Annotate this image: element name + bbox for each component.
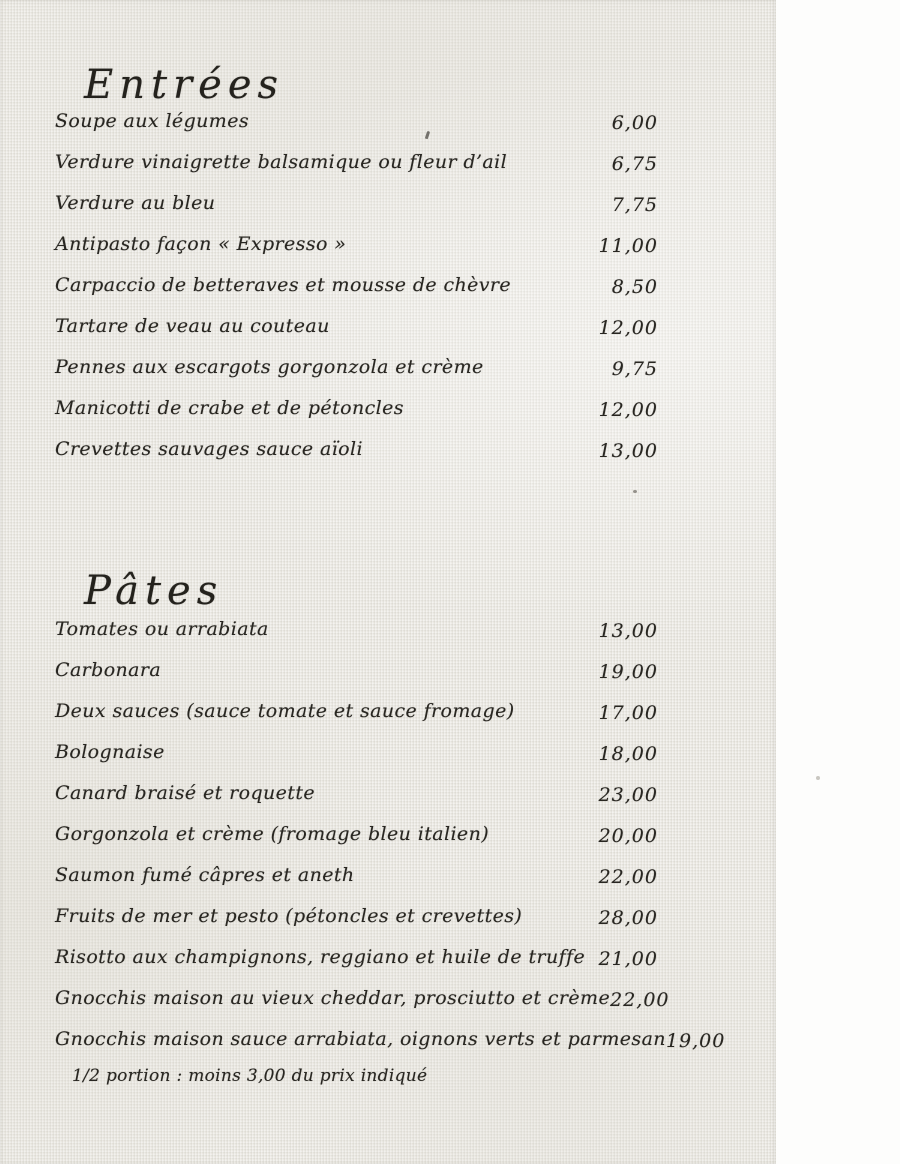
menu-item-row — [55, 731, 658, 772]
menu-item-price: 9,75 — [611, 357, 658, 380]
menu-item-name: Fruits de mer et pesto (pétoncles et crevettes) — [55, 904, 523, 927]
menu-item-row — [55, 264, 658, 305]
menu-item-name: Risotto aux champignons, reggiano et huile de truffe — [55, 945, 586, 968]
menu-item-name: Canard braisé et roquette — [55, 781, 315, 804]
menu-item-price: 12,00 — [598, 398, 658, 421]
scan-speck — [633, 490, 637, 493]
menu-item-name: Gnocchis maison au vieux cheddar, prosciutto et crème — [55, 986, 611, 1009]
menu-item-price: 6,75 — [611, 152, 658, 175]
menu-items-entrees — [55, 100, 658, 469]
menu-item-name: Manicotti de crabe et de pétoncles — [55, 396, 404, 419]
menu-item-name: Carbonara — [55, 658, 162, 681]
section-title-entrees: Entrées — [84, 61, 285, 108]
menu-item-row — [55, 649, 658, 690]
menu-item-row — [55, 182, 658, 223]
menu-item-name: Crevettes sauvages sauce aïoli — [55, 437, 363, 460]
menu-item-price: 7,75 — [611, 193, 658, 216]
menu-item-name: Bolognaise — [55, 740, 165, 763]
half-portion-footnote: 1/2 portion : moins 3,00 du prix indiqué — [72, 1066, 428, 1086]
menu-item-row — [55, 428, 658, 469]
menu-item-price: 28,00 — [598, 906, 658, 929]
menu-item-price: 8,50 — [611, 275, 658, 298]
menu-item-name: Antipasto façon « Expresso » — [55, 232, 347, 255]
menu-item-name: Carpaccio de betteraves et mousse de chèvre — [55, 273, 512, 296]
menu-item-row — [55, 141, 658, 182]
menu-item-price: 21,00 — [598, 947, 658, 970]
menu-item-row — [55, 387, 658, 428]
menu-item-price: 22,00 — [610, 988, 670, 1011]
menu-item-name: Gorgonzola et crème (fromage bleu italien) — [55, 822, 490, 845]
menu-item-name: Deux sauces (sauce tomate et sauce fromage) — [55, 699, 515, 722]
menu-item-name: Saumon fumé câpres et aneth — [55, 863, 355, 886]
menu-item-price: 23,00 — [598, 783, 658, 806]
menu-item-price: 20,00 — [598, 824, 658, 847]
menu-item-price: 13,00 — [598, 439, 658, 462]
menu-item-row — [55, 772, 658, 813]
menu-items-pates — [55, 608, 726, 1059]
scan-speck — [816, 776, 820, 780]
section-title-pates: Pâtes — [84, 567, 224, 614]
menu-item-row — [55, 813, 658, 854]
menu-item-price: 12,00 — [598, 316, 658, 339]
menu-item-price: 19,00 — [598, 660, 658, 683]
menu-item-row — [55, 346, 658, 387]
menu-item-name: Soupe aux légumes — [55, 109, 249, 132]
menu-item-name: Pennes aux escargots gorgonzola et crème — [55, 355, 484, 378]
menu-item-name: Verdure vinaigrette balsamique ou fleur d’ail — [55, 150, 508, 173]
menu-item-price: 11,00 — [598, 234, 658, 257]
menu-item-row — [55, 608, 658, 649]
menu-item-price: 18,00 — [598, 742, 658, 765]
menu-item-row — [55, 223, 658, 264]
menu-item-price: 17,00 — [598, 701, 658, 724]
menu-item-row — [55, 305, 658, 346]
menu-item-row — [55, 895, 658, 936]
menu-item-name: Tartare de veau au couteau — [55, 314, 330, 337]
menu-item-row — [55, 854, 658, 895]
menu-item-row — [55, 1018, 726, 1059]
menu-item-price: 19,00 — [665, 1029, 726, 1052]
menu-item-row — [55, 690, 658, 731]
menu-item-name: Verdure au bleu — [55, 191, 216, 214]
menu-item-price: 22,00 — [598, 865, 658, 888]
menu-item-name: Tomates ou arrabiata — [55, 617, 269, 640]
menu-item-row — [55, 936, 658, 977]
menu-item-price: 6,00 — [611, 111, 658, 134]
menu-item-name: Gnocchis maison sauce arrabiata, oignons verts et parmesan — [55, 1027, 666, 1050]
menu-item-row — [55, 977, 670, 1018]
menu-item-row — [55, 100, 658, 141]
menu-item-price: 13,00 — [598, 619, 658, 642]
